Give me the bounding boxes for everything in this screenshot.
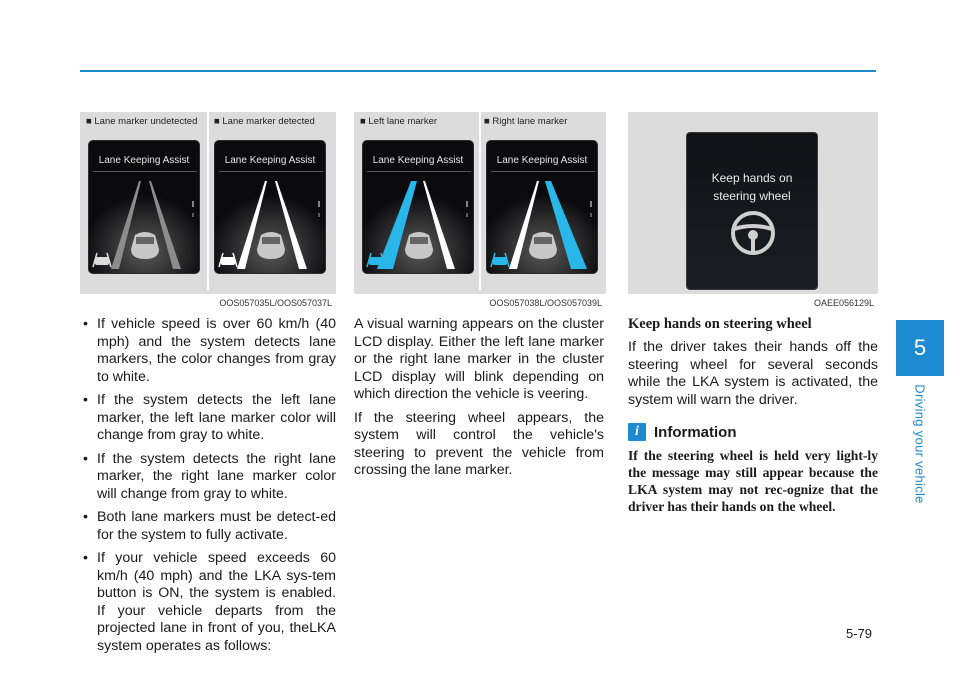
figure-code: OOS057035L/OOS057037L: [219, 298, 332, 308]
information-title: Information: [654, 423, 737, 441]
title-underline: [219, 171, 323, 172]
paragraph: If the driver takes their hands off the steering wheel for several seconds while the LKA system is activated, the system will warn the driver.: [628, 339, 878, 408]
message-line-1: Keep hands on: [711, 171, 793, 185]
label-left-marker: ■ Left lane marker: [360, 116, 438, 127]
list-item: • If the system detects the left lane marker, the left lane marker color will change from gray to white.: [80, 392, 336, 445]
column-3-text: [628, 316, 878, 515]
car-icon: [131, 232, 159, 259]
car-icon: [257, 232, 285, 259]
lka-bullet-list: [80, 316, 336, 661]
car-icon: [405, 232, 433, 259]
label-detected: ■ Lane marker detected: [214, 116, 315, 127]
list-item: • If your vehicle speed exceeds 60 km/h (40 mph) and the LKA sys-tem button is ON, the system is enabled. If your vehicle departs from the projected lane in front of you, theLKA system operates as follows:: [80, 550, 336, 655]
figure-lane-departure-warning: [354, 112, 606, 310]
cluster-screen-hands-warning: [686, 132, 818, 290]
screen-title: Lane Keeping Assist: [496, 155, 588, 166]
figure-lane-marker-detection: [80, 112, 336, 310]
information-body: If the steering wheel is held very light-ly the message may still appear because the LKA system may not rec-ognize that the driver has their hands on the wheel.: [628, 448, 878, 514]
figure-keep-hands-warning: [628, 112, 878, 310]
screen-title: Lane Keeping Assist: [372, 155, 464, 166]
section-title: Driving your vehicle: [912, 384, 928, 504]
column-2-text: [354, 316, 604, 486]
cluster-screen-left-warning: [362, 140, 474, 274]
paragraph: If the steering wheel appears, the system will control the vehicle's steering to prevent the vehicle from crossing the lane marker.: [354, 409, 604, 478]
section-title-tab: [900, 384, 940, 504]
section-number-tab: [896, 320, 944, 376]
cluster-screen-undetected: [88, 140, 200, 274]
figure-code: OOS057038L/OOS057039L: [489, 298, 602, 308]
screen-title: Lane Keeping Assist: [224, 155, 316, 166]
car-icon: [529, 232, 557, 259]
information-header: [628, 423, 878, 441]
figure-divider: [207, 112, 209, 290]
list-item: • If the system detects the right lane marker, the right lane marker color will change from gray to white.: [80, 451, 336, 504]
figure-divider: [479, 112, 481, 290]
label-right-marker: ■ Right lane marker: [484, 116, 568, 127]
section-number: 5: [913, 335, 927, 360]
title-underline: [491, 171, 595, 172]
list-item: • Both lane markers must be detect-ed for the system to fully activate.: [80, 509, 336, 544]
top-rule: [80, 70, 876, 72]
figure-code: OAEE056129L: [813, 298, 874, 308]
paragraph: A visual warning appears on the cluster LCD display. Either the left lane marker or the right lane marker in the cluster LCD display will blink depending on which direction the vehicle is veering.: [354, 316, 604, 402]
title-underline: [93, 171, 197, 172]
cluster-screen-detected: [214, 140, 326, 274]
message-line-2: steering wheel: [713, 189, 791, 203]
info-icon: i: [628, 423, 646, 441]
screen-title: Lane Keeping Assist: [98, 155, 190, 166]
section-heading: Keep hands on steering wheel: [628, 316, 812, 332]
list-item: • If vehicle speed is over 60 km/h (40 mph) and the system detects lane markers, the color changes from gray to white.: [80, 316, 336, 386]
steering-wheel-icon: [687, 133, 819, 291]
page-number: 5-79: [846, 626, 873, 641]
cluster-screen-right-warning: [486, 140, 598, 274]
title-underline: [367, 171, 471, 172]
label-undetected: ■ Lane marker undetected: [86, 116, 198, 127]
